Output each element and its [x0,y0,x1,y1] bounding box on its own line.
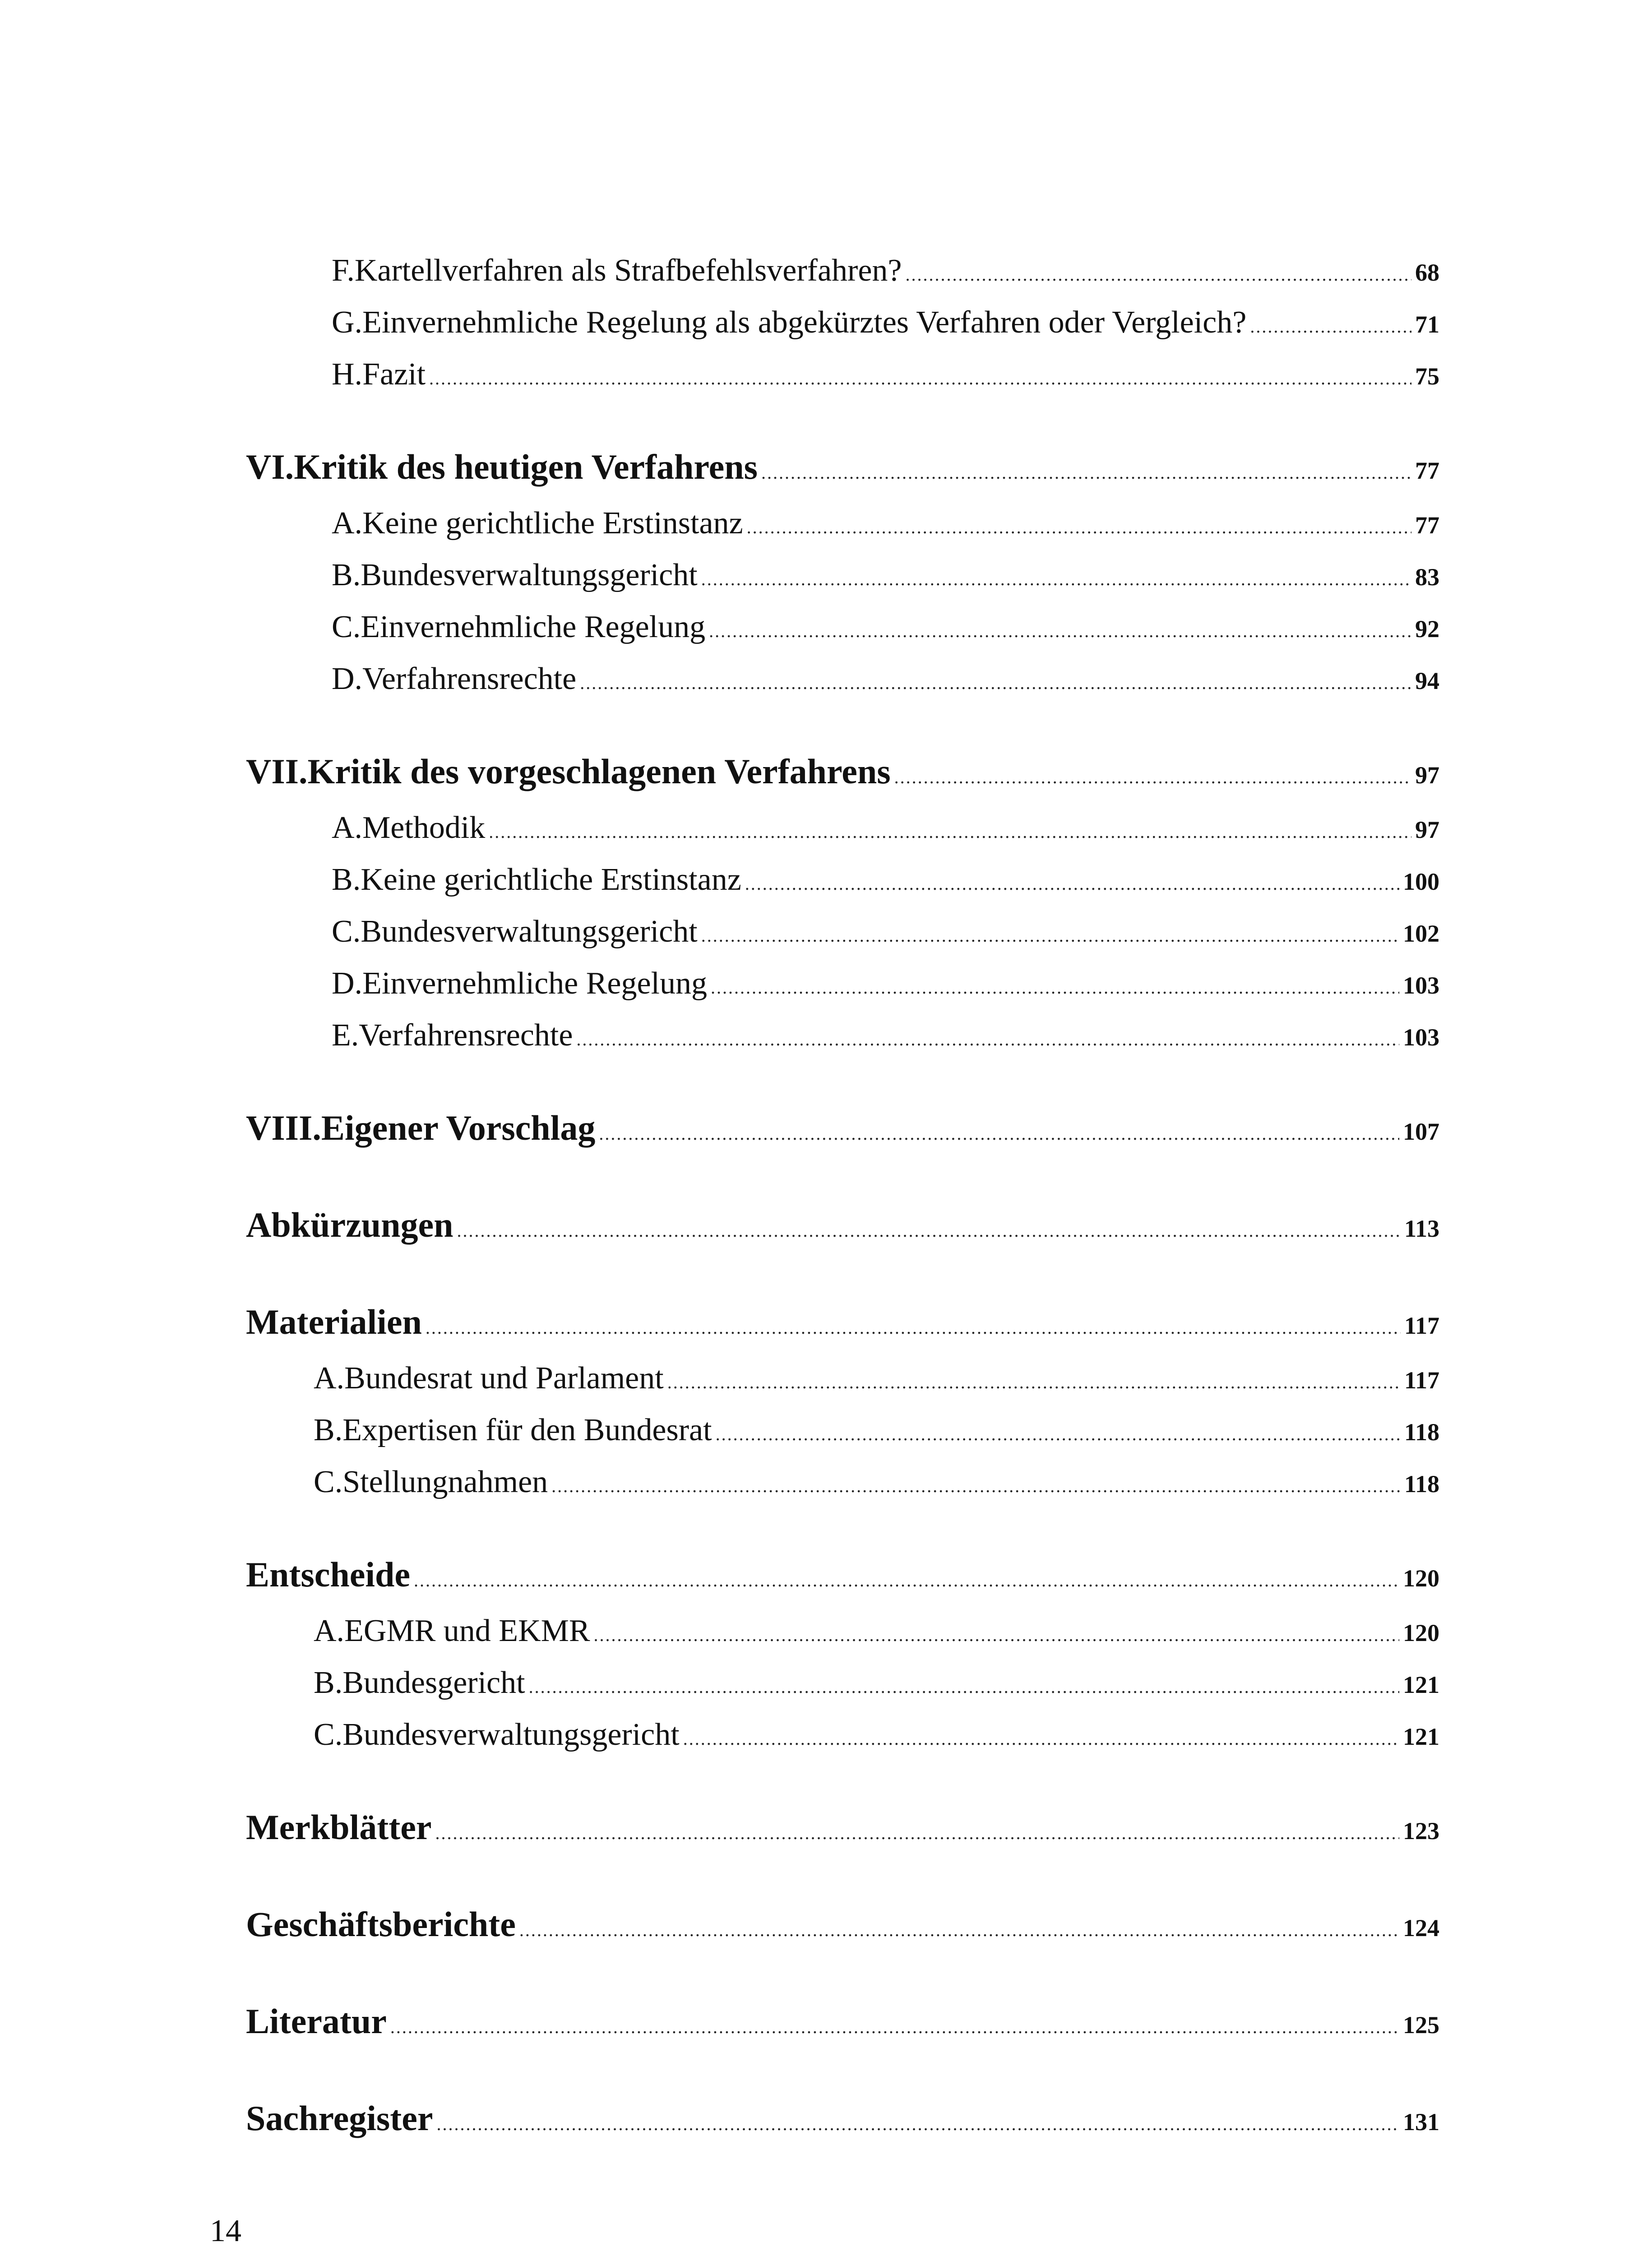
toc-entry-title: Fazit [362,357,426,392]
toc-entry-page: 123 [1403,1817,1439,1845]
toc-entry-page: 103 [1403,1024,1439,1051]
toc-entry-page: 113 [1404,1215,1439,1242]
toc-entry-number: B. [332,862,361,897]
toc-entry-title: Methodik [362,810,486,845]
toc-main-entry [246,751,1439,810]
toc-entry-title: Bundesverwaltungsgericht [361,558,698,592]
toc-entry-title: Kartellverfahren als Strafbefehlsverfahren? [354,253,902,288]
toc-sub-entry [246,1464,1439,1516]
toc-entry-title: Keine gerichtliche Erstinstanz [362,506,743,541]
toc-entry-page: 120 [1403,1619,1439,1646]
dot-leader [551,1475,1401,1497]
toc-entry-page: 131 [1403,2108,1439,2136]
dot-leader [761,462,1411,483]
dot-leader [716,1424,1401,1445]
toc-sub-entry [246,356,1439,408]
toc-entry-title: EGMR und EKMR [344,1613,590,1648]
dot-leader [709,620,1411,642]
dot-leader [576,1029,1399,1050]
dot-leader [519,1919,1399,1941]
dot-leader [390,2016,1399,2038]
toc-entry-page: 120 [1403,1565,1439,1592]
toc-entry-title: Materialien [246,1302,422,1341]
toc-entry-page: 77 [1415,457,1439,484]
toc-sub-entry [246,505,1439,557]
toc-entry-title: Stellungnahmen [342,1465,548,1499]
toc-sub-entry [246,305,1439,356]
dot-leader [580,672,1411,693]
toc-sub-entry [246,1360,1439,1412]
toc-entry-page: 92 [1415,615,1439,643]
toc-sub-entry [246,609,1439,661]
toc-entry-page: 107 [1403,1118,1439,1145]
toc-sub-entry [246,914,1439,966]
toc-entry-number: B. [314,1413,343,1447]
toc-sub-entry [246,966,1439,1017]
toc-entry-page: 75 [1415,363,1439,390]
toc-entry-page: 100 [1403,868,1439,895]
toc-entry-title: Einvernehmliche Regelung [362,966,707,1001]
toc-entry-number: D. [332,661,363,696]
dot-leader [489,821,1411,842]
dot-leader [599,1123,1399,1144]
toc-entry-number: B. [314,1665,343,1700]
toc-entry-number: H. [332,357,363,392]
toc-sub-entry [246,661,1439,713]
dot-leader [701,569,1411,590]
dot-leader [683,1728,1399,1749]
toc-entry-title: Merkblätter [246,1808,432,1847]
toc-entry-page: 97 [1415,762,1439,789]
toc-entry-title: Entscheide [246,1555,411,1594]
dot-leader [429,368,1411,389]
toc-entry-page: 103 [1403,972,1439,999]
toc-main-entry [246,447,1439,505]
toc-sub-entry [246,1717,1439,1769]
toc-entry-title: Kritik des vorgeschlagenen Verfahrens [307,752,891,791]
toc-entry-page: 124 [1403,1914,1439,1942]
toc-entry-title: Sachregister [246,2099,433,2138]
toc-entry-title: Verfahrensrechte [359,1018,573,1053]
dot-leader [414,1570,1399,1591]
toc-entry-page: 121 [1403,1671,1439,1698]
toc-sub-entry [246,1613,1439,1665]
dot-leader [436,2113,1399,2135]
toc-entry-page: 77 [1415,512,1439,539]
toc-entry-number: A. [314,1613,345,1648]
toc-entry-title: Einvernehmliche Regelung [361,610,706,644]
toc-entry-page: 71 [1415,311,1439,338]
toc-entry-title: Expertisen für den Bundesrat [342,1413,712,1447]
toc-main-entry [246,2001,1439,2060]
toc-entry-number: C. [332,610,361,644]
toc-entry-page: 117 [1404,1367,1439,1394]
toc-entry-page: 68 [1415,259,1439,286]
toc-entry-page: 125 [1403,2011,1439,2039]
dot-leader [426,1317,1401,1338]
dot-leader [667,1372,1401,1393]
toc-entry-page: 94 [1415,667,1439,694]
toc-entry-title: Bundesverwaltungsgericht [342,1717,680,1752]
toc-entry-number: VIII. [246,1108,321,1147]
toc-entry-page: 83 [1415,564,1439,591]
dot-leader [529,1676,1399,1697]
toc-entry-title: Literatur [246,2002,387,2041]
toc-entry-number: F. [332,253,355,288]
dot-leader [435,1822,1399,1844]
dot-leader [745,873,1399,894]
toc-entry-page: 102 [1403,920,1439,947]
toc-sub-entry [246,1665,1439,1717]
toc-entry-title: Abkürzungen [246,1205,453,1244]
dot-leader [701,925,1399,946]
toc-main-entry [246,1108,1439,1166]
toc-entry-number: C. [314,1465,343,1499]
dot-leader [906,264,1412,285]
toc-sub-entry [246,253,1439,305]
toc-entry-number: VI. [246,447,294,486]
toc-sub-entry [246,810,1439,862]
toc-entry-title: Geschäftsberichte [246,1905,516,1944]
toc-main-entry [246,1904,1439,1963]
toc-sub-entry [246,1412,1439,1464]
toc-entry-title: Bundesverwaltungsgericht [361,914,698,949]
toc-entry-title: Bundesrat und Parlament [344,1361,664,1396]
toc-main-entry [246,1302,1439,1360]
toc-main-entry [246,1807,1439,1866]
toc-entry-number: C. [332,914,361,949]
toc-sub-entry [246,557,1439,609]
toc-entry-number: A. [332,810,363,845]
toc-entry-title: Verfahrensrechte [362,661,577,696]
dot-leader [894,767,1411,788]
toc-entry-number: G. [332,305,363,340]
toc-entry-title: Keine gerichtliche Erstinstanz [361,862,741,897]
toc-entry-number: E. [332,1018,359,1053]
page-number: 14 [210,2214,241,2248]
table-of-contents [246,253,1439,2157]
toc-entry-number: VII. [246,752,308,791]
toc-entry-number: A. [314,1361,345,1396]
toc-main-entry [246,1205,1439,1263]
dot-leader [711,977,1399,998]
toc-entry-page: 118 [1404,1419,1439,1446]
dot-leader [594,1624,1399,1646]
toc-entry-title: Kritik des heutigen Verfahrens [294,447,758,486]
toc-entry-title: Bundesgericht [342,1665,525,1700]
dot-leader [457,1220,1401,1241]
toc-entry-number: D. [332,966,363,1001]
toc-entry-page: 117 [1404,1312,1439,1339]
toc-main-entry [246,1554,1439,1613]
toc-entry-title: Eigener Vorschlag [321,1108,596,1147]
toc-entry-number: B. [332,558,361,592]
toc-entry-page: 121 [1403,1723,1439,1750]
dot-leader [1250,316,1411,337]
toc-entry-page: 118 [1404,1470,1439,1498]
dot-leader [747,517,1411,538]
toc-sub-entry [246,1017,1439,1069]
toc-main-entry [246,2098,1439,2157]
toc-entry-number: A. [332,506,363,541]
toc-entry-number: C. [314,1717,343,1752]
toc-sub-entry [246,862,1439,914]
toc-entry-page: 97 [1415,816,1439,843]
toc-entry-title: Einvernehmliche Regelung als abgekürztes Verfahren oder Vergleich? [362,305,1247,340]
